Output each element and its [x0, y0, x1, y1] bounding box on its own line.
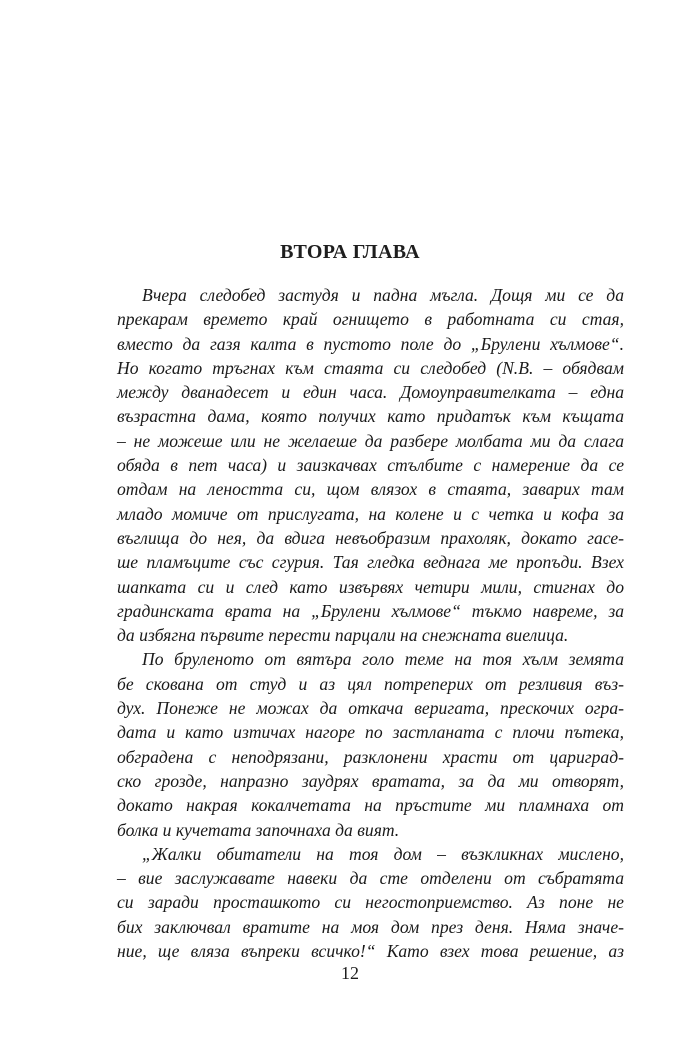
text-line: болка и кучетата започнаха да вият. [117, 819, 400, 840]
paragraph-1 [117, 283, 624, 647]
text-line: дух. Понеже не можах да откача веригата, прескочих огра- [117, 698, 624, 719]
paragraph-2 [117, 647, 624, 841]
text-line: прекарам времето край огнището в работната си стая, [117, 309, 624, 330]
text-line: възрастна дама, която получих като придатък към къщата [117, 406, 624, 427]
text-line: дата и като изтичах нагоре по застланата с плочи пътека, [117, 722, 624, 743]
text-line: По бруленото от вятъра голо теме на тоя хълм земята [142, 649, 624, 670]
text-line: градинската врата на „Брулени хълмове“ тъкмо навреме, за [117, 600, 624, 621]
text-line: между дванадесет и един часа. Домоуправителката – една [117, 382, 624, 403]
page-number: 12 [341, 963, 359, 983]
text-line: младо момиче от прислугата, на колене и с четка и кофа за [117, 503, 624, 524]
text-line: бих заключвал вратите на моя дом през деня. Няма значе- [117, 916, 624, 937]
text-line: отдам на леността си, щом влязох в стаята, заварих там [117, 479, 624, 500]
text-line: обяда в пет часа) и заизкачвах стълбите с намерение да се [117, 455, 624, 476]
text-line: – не можеше или не желаеше да разбере молбата ми да слага [117, 430, 624, 451]
text-line: шапката си и след като извървях четири мили, стигнах до [117, 576, 624, 597]
text-line: вместо да газя калта в пустото поле до „Брулени хълмове“. [117, 333, 624, 354]
text-line: въглища до нея, да вдига невъобразим прахоляк, докато гасе- [117, 527, 624, 548]
text-line: обградена с неподрязани, разклонени храсти от цариград- [117, 746, 624, 767]
text-line: докато накрая кокалчетата на пръстите ми пламнаха от [117, 795, 624, 816]
text-line: си заради просташкото си негостоприемство. Аз поне не [117, 892, 624, 913]
paragraph-3 [117, 842, 624, 963]
text-line: да избягна първите перести парцали на снежната виелица. [117, 625, 569, 646]
text-line: „Жалки обитатели на тоя дом – възкликнах мислено, [142, 843, 624, 864]
text-line: ше пламъците със сгурия. Тая гледка веднага ме пропъди. Взех [117, 552, 624, 573]
text-line: Но когато тръгнах към стаята си следобед (N.B. – обядвам [117, 357, 624, 378]
text-line: ско грозде, напразно заудрях вратата, за да ми отворят, [117, 770, 624, 791]
text-line: ние, ще вляза въпреки всичко!“ Като взех това решение, аз [117, 941, 624, 962]
text-line: Вчера следобед застудя и падна мъгла. Дощя ми се да [142, 285, 624, 305]
chapter-title: ВТОРА ГЛАВА [280, 241, 420, 263]
text-line: – вие заслужавате навеки да сте отделени от събратята [117, 868, 624, 889]
body-text [117, 283, 624, 963]
text-line: бе скована от студ и аз цял потреперих от резливия въз- [117, 673, 624, 694]
